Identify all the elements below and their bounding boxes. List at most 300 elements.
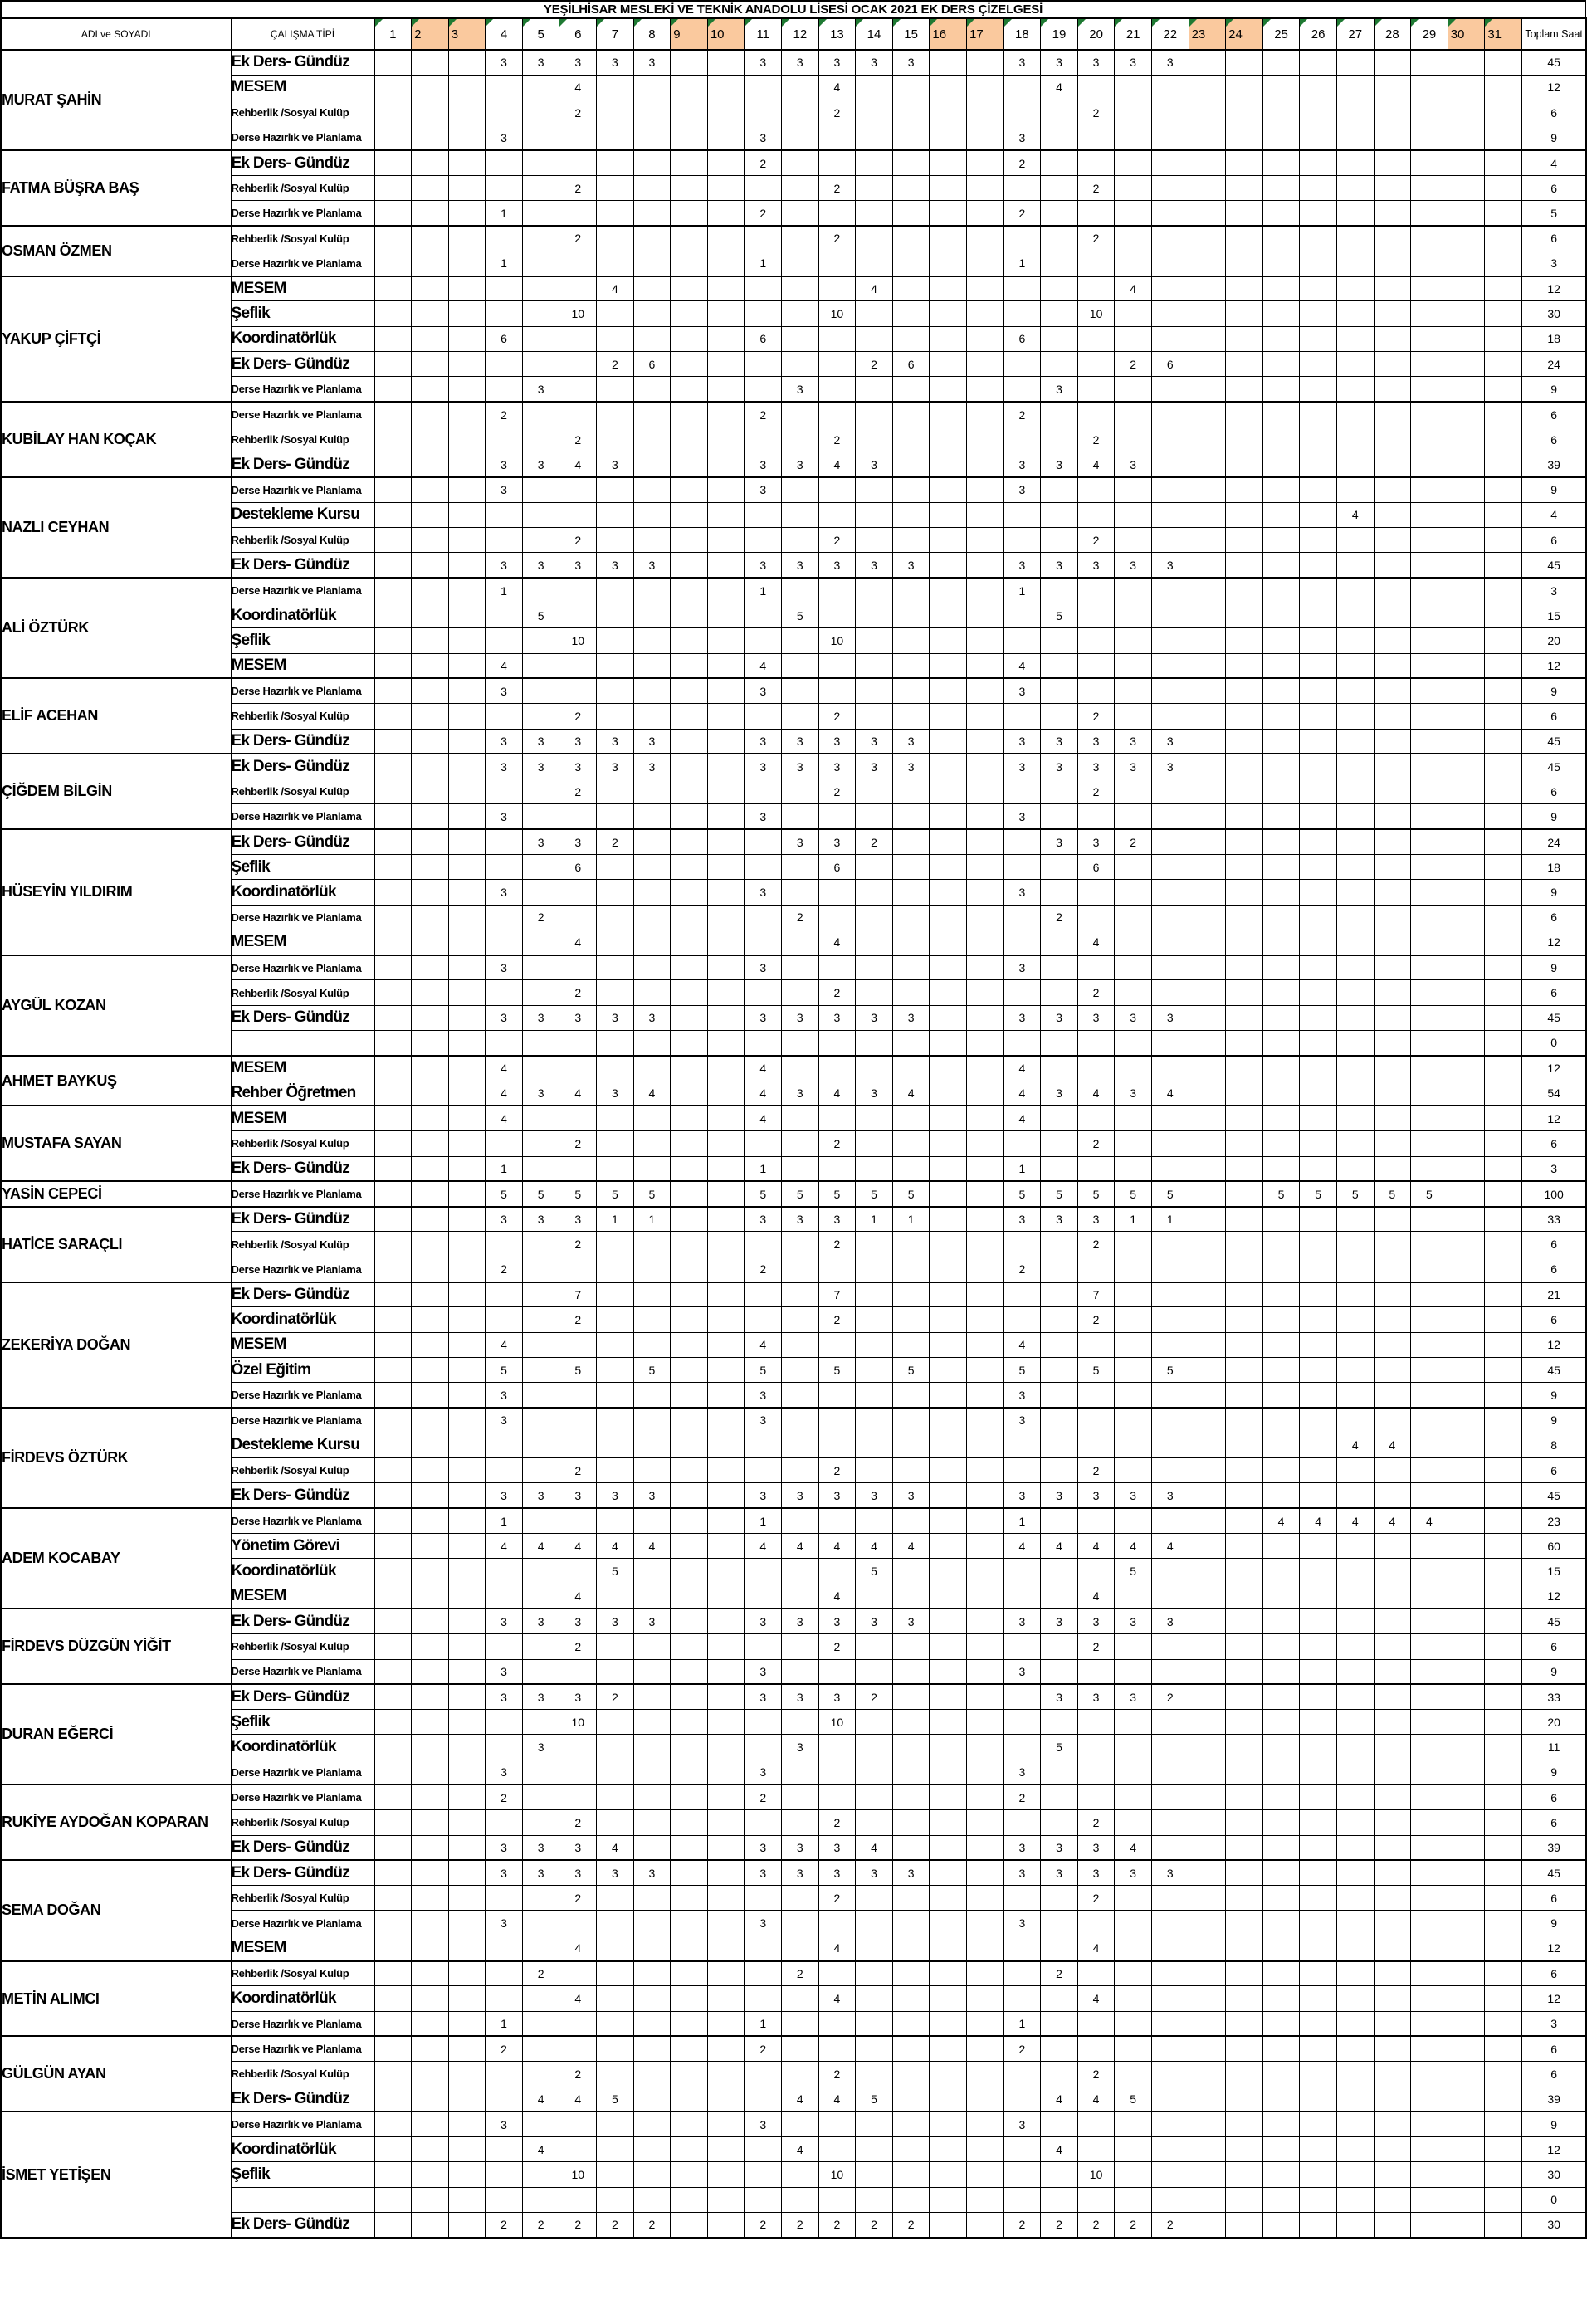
day-cell[interactable]: 2 xyxy=(818,2213,856,2238)
day-cell[interactable] xyxy=(559,2187,597,2212)
day-cell[interactable] xyxy=(522,1584,559,1609)
day-cell[interactable] xyxy=(1485,1735,1522,1760)
day-cell[interactable] xyxy=(1411,603,1448,628)
day-cell[interactable] xyxy=(597,201,634,226)
day-cell[interactable] xyxy=(1262,75,1300,100)
day-cell[interactable] xyxy=(448,528,486,553)
day-cell[interactable] xyxy=(1411,779,1448,804)
day-cell[interactable] xyxy=(1374,628,1411,653)
work-type-cell[interactable]: Özel Eğitim xyxy=(231,1357,374,1382)
day-cell[interactable] xyxy=(1448,2213,1485,2238)
day-cell[interactable] xyxy=(559,905,597,930)
day-cell[interactable] xyxy=(1077,75,1115,100)
day-cell[interactable] xyxy=(1189,100,1226,125)
day-cell[interactable]: 1 xyxy=(597,1207,634,1232)
day-header-cell[interactable]: 22 xyxy=(1151,18,1189,50)
day-cell[interactable] xyxy=(412,980,449,1005)
day-cell[interactable] xyxy=(1448,150,1485,175)
day-cell[interactable] xyxy=(930,427,967,452)
day-cell[interactable] xyxy=(1003,175,1041,200)
day-cell[interactable] xyxy=(633,653,671,678)
day-cell[interactable]: 5 xyxy=(782,603,819,628)
day-cell[interactable] xyxy=(892,276,930,301)
day-cell[interactable] xyxy=(1485,1332,1522,1357)
day-cell[interactable] xyxy=(1374,1936,1411,1960)
day-cell[interactable] xyxy=(1003,1886,1041,1911)
day-cell[interactable] xyxy=(1448,1609,1485,1633)
day-cell[interactable]: 2 xyxy=(1003,402,1041,427)
day-cell[interactable] xyxy=(1485,1483,1522,1508)
day-cell[interactable] xyxy=(856,1332,893,1357)
day-cell[interactable] xyxy=(930,1156,967,1181)
total-cell[interactable]: 9 xyxy=(1521,2112,1586,2136)
work-type-cell[interactable]: Rehberlik /Sosyal Kulüp xyxy=(231,779,374,804)
day-cell[interactable] xyxy=(1485,352,1522,377)
day-cell[interactable] xyxy=(1374,1835,1411,1860)
day-cell[interactable]: 3 xyxy=(782,1860,819,1885)
day-cell[interactable] xyxy=(374,1257,412,1282)
day-cell[interactable] xyxy=(967,2187,1004,2212)
day-cell[interactable]: 3 xyxy=(745,553,782,578)
day-cell[interactable] xyxy=(1041,1383,1078,1408)
day-cell[interactable] xyxy=(856,175,893,200)
day-cell[interactable]: 3 xyxy=(745,2112,782,2136)
day-cell[interactable] xyxy=(1189,251,1226,276)
day-cell[interactable] xyxy=(412,1031,449,1056)
day-cell[interactable] xyxy=(1115,1936,1152,1960)
day-cell[interactable] xyxy=(1077,1784,1115,1809)
day-cell[interactable] xyxy=(1262,251,1300,276)
day-cell[interactable] xyxy=(745,829,782,854)
day-cell[interactable] xyxy=(1448,980,1485,1005)
day-cell[interactable] xyxy=(1262,1332,1300,1357)
day-cell[interactable] xyxy=(1374,1232,1411,1257)
day-cell[interactable] xyxy=(1077,1760,1115,1784)
day-cell[interactable]: 4 xyxy=(1041,2137,1078,2162)
day-cell[interactable]: 1 xyxy=(486,1508,523,1533)
day-cell[interactable] xyxy=(1262,603,1300,628)
total-cell[interactable]: 9 xyxy=(1521,477,1586,502)
day-cell[interactable] xyxy=(707,1911,745,1936)
day-cell[interactable] xyxy=(967,603,1004,628)
day-cell[interactable] xyxy=(1151,2062,1189,2087)
day-cell[interactable] xyxy=(1189,377,1226,402)
day-cell[interactable]: 5 xyxy=(1262,1181,1300,1206)
day-cell[interactable] xyxy=(1115,251,1152,276)
day-cell[interactable] xyxy=(597,1156,634,1181)
day-cell[interactable] xyxy=(1485,1784,1522,1809)
day-cell[interactable] xyxy=(967,1156,1004,1181)
day-header-cell[interactable]: 27 xyxy=(1336,18,1374,50)
day-cell[interactable] xyxy=(1189,1232,1226,1257)
day-cell[interactable] xyxy=(448,855,486,880)
day-cell[interactable] xyxy=(448,1307,486,1332)
day-cell[interactable] xyxy=(1151,2036,1189,2061)
day-cell[interactable] xyxy=(1151,1810,1189,1835)
day-cell[interactable] xyxy=(1448,804,1485,829)
day-cell[interactable] xyxy=(1485,2036,1522,2061)
day-cell[interactable] xyxy=(374,2011,412,2036)
day-cell[interactable]: 2 xyxy=(1151,2213,1189,2238)
day-cell[interactable] xyxy=(1003,377,1041,402)
day-cell[interactable] xyxy=(782,653,819,678)
day-cell[interactable]: 2 xyxy=(818,779,856,804)
day-cell[interactable] xyxy=(374,1835,412,1860)
day-cell[interactable]: 1 xyxy=(745,1508,782,1533)
day-cell[interactable] xyxy=(1226,754,1263,779)
day-cell[interactable] xyxy=(967,1031,1004,1056)
day-cell[interactable] xyxy=(1189,980,1226,1005)
day-cell[interactable] xyxy=(1300,1307,1337,1332)
day-cell[interactable] xyxy=(1336,578,1374,603)
day-cell[interactable] xyxy=(1189,653,1226,678)
day-cell[interactable] xyxy=(1300,955,1337,980)
day-cell[interactable] xyxy=(1300,100,1337,125)
day-cell[interactable] xyxy=(707,1508,745,1533)
day-cell[interactable] xyxy=(374,2187,412,2212)
day-cell[interactable] xyxy=(967,1282,1004,1307)
day-cell[interactable]: 3 xyxy=(818,1005,856,1030)
day-cell[interactable] xyxy=(707,1860,745,1885)
total-column-header[interactable]: Toplam Saat xyxy=(1521,18,1586,50)
day-cell[interactable] xyxy=(818,1031,856,1056)
day-cell[interactable]: 5 xyxy=(522,1181,559,1206)
day-cell[interactable] xyxy=(374,301,412,326)
day-cell[interactable] xyxy=(892,2062,930,2087)
day-cell[interactable] xyxy=(782,2112,819,2136)
day-cell[interactable] xyxy=(1041,201,1078,226)
day-cell[interactable] xyxy=(1262,1735,1300,1760)
day-cell[interactable] xyxy=(1151,326,1189,351)
day-cell[interactable] xyxy=(671,1458,708,1483)
day-cell[interactable] xyxy=(930,955,967,980)
day-cell[interactable] xyxy=(1115,502,1152,527)
day-cell[interactable]: 4 xyxy=(1077,1534,1115,1559)
day-cell[interactable] xyxy=(707,1936,745,1960)
day-cell[interactable] xyxy=(522,2062,559,2087)
day-cell[interactable] xyxy=(1336,226,1374,251)
day-cell[interactable] xyxy=(1189,2213,1226,2238)
day-cell[interactable]: 3 xyxy=(486,1760,523,1784)
day-cell[interactable] xyxy=(892,1156,930,1181)
day-cell[interactable] xyxy=(818,1383,856,1408)
day-cell[interactable] xyxy=(818,377,856,402)
day-cell[interactable]: 3 xyxy=(559,1005,597,1030)
day-cell[interactable] xyxy=(782,251,819,276)
day-cell[interactable] xyxy=(671,150,708,175)
day-cell[interactable]: 5 xyxy=(856,2087,893,2112)
day-cell[interactable] xyxy=(633,1760,671,1784)
day-cell[interactable] xyxy=(1485,653,1522,678)
day-cell[interactable] xyxy=(1336,2137,1374,2162)
day-cell[interactable] xyxy=(892,1282,930,1307)
day-cell[interactable] xyxy=(930,1508,967,1533)
day-cell[interactable] xyxy=(782,276,819,301)
day-cell[interactable] xyxy=(1336,100,1374,125)
day-cell[interactable] xyxy=(1041,1936,1078,1960)
day-cell[interactable] xyxy=(522,955,559,980)
day-cell[interactable] xyxy=(930,2213,967,2238)
day-cell[interactable] xyxy=(412,1257,449,1282)
total-cell[interactable]: 33 xyxy=(1521,1207,1586,1232)
day-cell[interactable] xyxy=(1300,75,1337,100)
day-cell[interactable] xyxy=(1262,905,1300,930)
day-cell[interactable] xyxy=(1262,1659,1300,1684)
day-cell[interactable]: 2 xyxy=(1077,1634,1115,1659)
day-cell[interactable] xyxy=(671,175,708,200)
day-cell[interactable] xyxy=(671,653,708,678)
day-cell[interactable] xyxy=(1485,930,1522,954)
day-cell[interactable] xyxy=(1374,100,1411,125)
day-cell[interactable] xyxy=(1411,75,1448,100)
day-cell[interactable] xyxy=(1336,2036,1374,2061)
day-cell[interactable] xyxy=(522,653,559,678)
day-cell[interactable] xyxy=(1448,427,1485,452)
day-cell[interactable] xyxy=(448,930,486,954)
day-cell[interactable] xyxy=(1336,528,1374,553)
day-cell[interactable] xyxy=(522,1710,559,1735)
day-cell[interactable]: 4 xyxy=(745,1332,782,1357)
day-cell[interactable] xyxy=(1003,1936,1041,1960)
day-cell[interactable] xyxy=(1300,855,1337,880)
day-cell[interactable] xyxy=(782,1056,819,1081)
day-cell[interactable] xyxy=(1374,175,1411,200)
day-cell[interactable] xyxy=(892,1056,930,1081)
day-cell[interactable] xyxy=(930,1332,967,1357)
day-cell[interactable]: 3 xyxy=(856,1081,893,1106)
day-cell[interactable] xyxy=(1485,855,1522,880)
day-cell[interactable] xyxy=(930,1609,967,1633)
day-cell[interactable] xyxy=(597,326,634,351)
day-cell[interactable] xyxy=(671,2112,708,2136)
day-cell[interactable] xyxy=(374,528,412,553)
day-cell[interactable] xyxy=(1226,2213,1263,2238)
day-cell[interactable] xyxy=(1448,1760,1485,1784)
day-cell[interactable] xyxy=(1411,1936,1448,1960)
day-cell[interactable] xyxy=(1151,1508,1189,1533)
day-cell[interactable] xyxy=(1485,1307,1522,1332)
day-cell[interactable] xyxy=(1041,1156,1078,1181)
day-cell[interactable] xyxy=(782,1784,819,1809)
day-cell[interactable] xyxy=(1336,653,1374,678)
day-cell[interactable]: 3 xyxy=(745,1860,782,1885)
day-cell[interactable] xyxy=(856,1131,893,1156)
day-cell[interactable] xyxy=(892,125,930,150)
day-cell[interactable] xyxy=(1151,980,1189,1005)
day-cell[interactable] xyxy=(374,1911,412,1936)
day-cell[interactable] xyxy=(448,1835,486,1860)
day-cell[interactable] xyxy=(412,1106,449,1130)
day-cell[interactable] xyxy=(1485,402,1522,427)
day-cell[interactable] xyxy=(1077,1911,1115,1936)
day-cell[interactable] xyxy=(1485,1257,1522,1282)
day-cell[interactable] xyxy=(707,1710,745,1735)
day-cell[interactable] xyxy=(707,553,745,578)
day-cell[interactable] xyxy=(1115,427,1152,452)
day-cell[interactable]: 3 xyxy=(486,804,523,829)
day-cell[interactable] xyxy=(1485,1659,1522,1684)
day-cell[interactable] xyxy=(671,829,708,854)
day-cell[interactable] xyxy=(707,930,745,954)
day-cell[interactable]: 3 xyxy=(1041,50,1078,75)
day-cell[interactable]: 5 xyxy=(1003,1181,1041,1206)
day-cell[interactable] xyxy=(1374,2213,1411,2238)
day-cell[interactable]: 4 xyxy=(745,1056,782,1081)
day-cell[interactable] xyxy=(1336,704,1374,729)
day-cell[interactable] xyxy=(707,829,745,854)
day-cell[interactable] xyxy=(892,502,930,527)
day-cell[interactable] xyxy=(1336,1257,1374,1282)
day-cell[interactable] xyxy=(1115,2162,1152,2187)
day-cell[interactable] xyxy=(967,1257,1004,1282)
day-cell[interactable] xyxy=(1336,779,1374,804)
day-cell[interactable]: 3 xyxy=(745,1609,782,1633)
day-cell[interactable]: 3 xyxy=(559,553,597,578)
day-cell[interactable]: 3 xyxy=(486,452,523,477)
day-cell[interactable] xyxy=(1003,1986,1041,2011)
teacher-name-cell[interactable]: HATİCE SARAÇLI xyxy=(1,1207,231,1282)
day-cell[interactable] xyxy=(1189,1408,1226,1433)
day-cell[interactable] xyxy=(1003,502,1041,527)
day-cell[interactable] xyxy=(448,1634,486,1659)
day-cell[interactable] xyxy=(1485,2062,1522,2087)
day-cell[interactable] xyxy=(1189,578,1226,603)
day-cell[interactable] xyxy=(1115,1433,1152,1457)
day-cell[interactable]: 2 xyxy=(1003,2036,1041,2061)
day-cell[interactable] xyxy=(967,2036,1004,2061)
day-cell[interactable] xyxy=(1300,125,1337,150)
day-cell[interactable] xyxy=(707,50,745,75)
day-header-cell[interactable]: 23 xyxy=(1189,18,1226,50)
day-cell[interactable] xyxy=(374,578,412,603)
day-cell[interactable] xyxy=(1485,1056,1522,1081)
day-cell[interactable] xyxy=(1151,1232,1189,1257)
day-cell[interactable] xyxy=(1411,1609,1448,1633)
day-cell[interactable] xyxy=(1336,452,1374,477)
day-cell[interactable] xyxy=(448,301,486,326)
teacher-name-cell[interactable]: YAKUP ÇİFTÇİ xyxy=(1,276,231,402)
day-cell[interactable] xyxy=(745,100,782,125)
day-cell[interactable] xyxy=(967,1760,1004,1784)
day-cell[interactable] xyxy=(1448,2112,1485,2136)
day-cell[interactable] xyxy=(1077,1508,1115,1533)
day-cell[interactable] xyxy=(1336,477,1374,502)
day-cell[interactable] xyxy=(782,1760,819,1784)
day-cell[interactable] xyxy=(1115,175,1152,200)
day-cell[interactable] xyxy=(522,301,559,326)
day-cell[interactable]: 4 xyxy=(1115,276,1152,301)
day-cell[interactable]: 4 xyxy=(486,1056,523,1081)
day-cell[interactable] xyxy=(967,1232,1004,1257)
day-cell[interactable] xyxy=(967,628,1004,653)
day-cell[interactable] xyxy=(671,1357,708,1382)
total-cell[interactable]: 12 xyxy=(1521,930,1586,954)
day-cell[interactable] xyxy=(1336,352,1374,377)
day-cell[interactable]: 3 xyxy=(1041,829,1078,854)
day-cell[interactable] xyxy=(707,1584,745,1609)
day-cell[interactable]: 4 xyxy=(486,1081,523,1106)
day-cell[interactable] xyxy=(1262,1835,1300,1860)
day-cell[interactable] xyxy=(1262,377,1300,402)
day-cell[interactable] xyxy=(745,779,782,804)
day-cell[interactable]: 3 xyxy=(818,50,856,75)
day-cell[interactable] xyxy=(486,905,523,930)
day-cell[interactable] xyxy=(671,2162,708,2187)
day-cell[interactable] xyxy=(1151,1332,1189,1357)
day-cell[interactable] xyxy=(486,226,523,251)
day-cell[interactable] xyxy=(1226,1911,1263,1936)
day-cell[interactable] xyxy=(818,678,856,703)
day-cell[interactable] xyxy=(597,704,634,729)
day-cell[interactable]: 2 xyxy=(559,2062,597,2087)
day-cell[interactable] xyxy=(522,855,559,880)
day-cell[interactable] xyxy=(856,2162,893,2187)
day-cell[interactable] xyxy=(1411,678,1448,703)
day-cell[interactable]: 2 xyxy=(522,2213,559,2238)
day-cell[interactable] xyxy=(1300,1735,1337,1760)
day-cell[interactable]: 3 xyxy=(782,1081,819,1106)
day-cell[interactable] xyxy=(1189,1156,1226,1181)
day-cell[interactable] xyxy=(1262,678,1300,703)
day-cell[interactable]: 3 xyxy=(782,1735,819,1760)
day-cell[interactable] xyxy=(930,150,967,175)
day-cell[interactable] xyxy=(856,301,893,326)
day-cell[interactable] xyxy=(745,1810,782,1835)
day-cell[interactable] xyxy=(448,1282,486,1307)
day-cell[interactable] xyxy=(1226,1357,1263,1382)
day-cell[interactable] xyxy=(1262,477,1300,502)
day-cell[interactable] xyxy=(448,1383,486,1408)
day-cell[interactable] xyxy=(522,1433,559,1457)
day-cell[interactable]: 3 xyxy=(1003,125,1041,150)
day-cell[interactable] xyxy=(707,779,745,804)
day-cell[interactable] xyxy=(1336,1684,1374,1709)
day-cell[interactable]: 2 xyxy=(633,2213,671,2238)
day-cell[interactable]: 3 xyxy=(1003,1005,1041,1030)
total-cell[interactable]: 21 xyxy=(1521,1282,1586,1307)
day-cell[interactable] xyxy=(633,779,671,804)
day-cell[interactable] xyxy=(1077,2112,1115,2136)
day-cell[interactable] xyxy=(782,930,819,954)
day-cell[interactable] xyxy=(1448,1357,1485,1382)
day-cell[interactable] xyxy=(522,628,559,653)
day-cell[interactable] xyxy=(1300,150,1337,175)
day-cell[interactable] xyxy=(1077,678,1115,703)
day-cell[interactable] xyxy=(448,1986,486,2011)
day-cell[interactable] xyxy=(1077,1031,1115,1056)
day-cell[interactable]: 3 xyxy=(1041,729,1078,754)
day-cell[interactable] xyxy=(1226,1810,1263,1835)
day-cell[interactable]: 4 xyxy=(856,1534,893,1559)
day-cell[interactable] xyxy=(930,1584,967,1609)
day-cell[interactable] xyxy=(1226,1508,1263,1533)
day-cell[interactable] xyxy=(374,1031,412,1056)
day-cell[interactable]: 4 xyxy=(597,1835,634,1860)
day-cell[interactable] xyxy=(1226,1131,1263,1156)
day-cell[interactable] xyxy=(1262,2087,1300,2112)
day-cell[interactable] xyxy=(1411,1005,1448,1030)
day-cell[interactable] xyxy=(930,1307,967,1332)
day-cell[interactable] xyxy=(448,1584,486,1609)
day-cell[interactable] xyxy=(930,930,967,954)
day-cell[interactable] xyxy=(671,1483,708,1508)
day-cell[interactable] xyxy=(1300,2187,1337,2212)
day-cell[interactable] xyxy=(1189,1056,1226,1081)
day-cell[interactable] xyxy=(448,1886,486,1911)
total-cell[interactable]: 0 xyxy=(1521,2187,1586,2212)
day-cell[interactable] xyxy=(1411,50,1448,75)
day-cell[interactable]: 3 xyxy=(1041,1684,1078,1709)
